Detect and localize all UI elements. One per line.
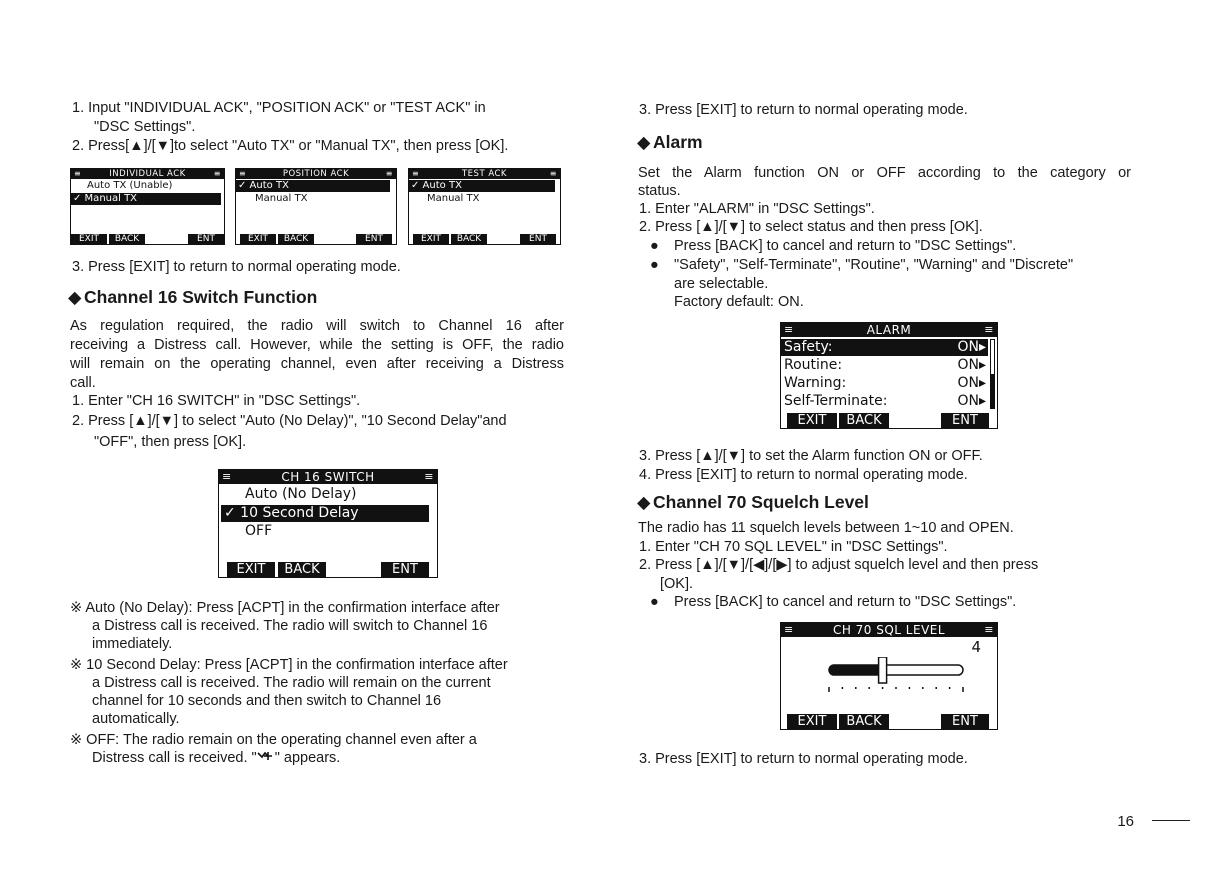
lcd-option-selected: ✓ Auto TX <box>409 180 555 192</box>
menu-icon: ≡ <box>549 169 557 178</box>
lcd-title-bar <box>236 169 396 179</box>
lcd-option: Warning: ON▸ <box>784 375 986 391</box>
alarm-bullet-1: Press [BACK] to cancel and return to "DSC Settings". <box>674 238 1017 254</box>
note-auto-no-delay: ※ Auto (No Delay): Press [ACPT] in the confirmation interface after <box>70 600 500 616</box>
lcd-key-exit: EXIT <box>787 413 837 428</box>
lcd-position-ack <box>235 168 397 245</box>
lcd-key-exit: EXIT <box>413 234 449 244</box>
slider-tick <box>922 687 924 689</box>
sql-step-3: 3. Press [EXIT] to return to normal operating mode. <box>639 751 968 767</box>
alarm-bullet-2-default: Factory default: ON. <box>674 294 804 310</box>
ch16-paragraph-line: receiving a Distress call. However, while the setting is OFF, the radio <box>70 337 564 353</box>
menu-icon: ≡ <box>74 169 82 178</box>
lcd-key-back: BACK <box>109 234 145 244</box>
lcd-individual-ack <box>70 168 225 245</box>
lcd-key-exit: EXIT <box>240 234 276 244</box>
menu-icon: ≡ <box>213 169 221 178</box>
menu-icon: ≡ <box>424 470 434 483</box>
ack-step-1: 1. Input "INDIVIDUAL ACK", "POSITION ACK" or "TEST ACK" in <box>72 100 486 116</box>
slider-tick <box>842 687 844 689</box>
ch16-paragraph-line: call. <box>70 375 96 391</box>
lcd-title: CH 70 SQL LEVEL <box>832 623 946 637</box>
section-heading-alarm: ◆ Alarm <box>637 132 703 152</box>
slider-tick <box>882 687 884 689</box>
lcd-title-bar <box>781 323 997 337</box>
lcd-ch16-switch <box>218 469 438 578</box>
lcd-title: ALARM <box>866 323 912 337</box>
menu-icon: ≡ <box>412 169 420 178</box>
diamond-bullet-icon: ◆ <box>637 492 651 512</box>
lcd-option: Auto (No Delay) <box>245 486 357 502</box>
lcd-option-selected: ✓ Manual TX <box>71 193 221 205</box>
note-10-second-delay: ※ 10 Second Delay: Press [ACPT] in the confirmation interface after <box>70 657 508 673</box>
sql-step-2: 2. Press [▲]/[▼]/[◀]/[▶] to adjust squelch level and then press <box>639 557 1039 573</box>
channel-switch-icon <box>257 750 275 762</box>
alarm-bullet-2-cont: are selectable. <box>674 276 769 292</box>
lcd-key-ent: ENT <box>356 234 392 244</box>
lcd-title-bar <box>71 169 224 179</box>
lcd-key-exit: EXIT <box>227 562 275 577</box>
lcd-title: POSITION ACK <box>282 169 350 179</box>
sql-step-2-cont: [OK]. <box>660 576 694 592</box>
ack-step-1-cont: "DSC Settings". <box>94 119 196 135</box>
menu-icon: ≡ <box>222 470 232 483</box>
lcd-key-ent: ENT <box>381 562 429 577</box>
lcd-scrollbar-thumb <box>991 374 994 408</box>
alarm-step-3: 3. Press [▲]/[▼] to set the Alarm function ON or OFF. <box>639 448 983 464</box>
slider-tick <box>895 687 897 689</box>
bullet-icon: ● <box>650 238 659 254</box>
note-line: a Distress call is received. The radio will remain on the current <box>92 675 491 691</box>
note-line: automatically. <box>92 711 180 727</box>
lcd-key-exit: EXIT <box>787 714 837 729</box>
lcd-ch70-sql-level <box>780 622 998 730</box>
alarm-step-2: 2. Press [▲]/[▼] to select status and then press [OK]. <box>639 219 983 235</box>
alarm-bullet-2: "Safety", "Self-Terminate", "Routine", "Warning" and "Discrete" <box>674 257 1074 273</box>
diamond-bullet-icon: ◆ <box>637 132 651 152</box>
ch16-step-2: 2. Press [▲]/[▼] to select "Auto (No Delay)", "10 Second Delay"and <box>72 413 507 429</box>
lcd-option: Manual TX <box>427 193 480 204</box>
lcd-key-exit: EXIT <box>71 234 107 244</box>
slider-tick <box>935 687 937 689</box>
ch16-paragraph-line: As regulation required, the radio will switch to Channel 16 after <box>70 318 564 334</box>
lcd-key-ent: ENT <box>188 234 224 244</box>
lcd-option-selected: ✓ 10 Second Delay <box>221 505 429 522</box>
lcd-scrollbar <box>990 339 995 409</box>
ack-step-2: 2. Press[▲]/[▼]to select "Auto TX" or "Manual TX", then press [OK]. <box>72 138 509 154</box>
lcd-option: OFF <box>245 523 273 539</box>
sql-paragraph: The radio has 11 squelch levels between 1~10 and OPEN. <box>638 520 1014 536</box>
bullet-icon: ● <box>650 257 659 273</box>
lcd-key-ent: ENT <box>520 234 556 244</box>
menu-icon: ≡ <box>784 623 794 636</box>
note-line: channel for 10 seconds and then switch to Channel 16 <box>92 693 442 709</box>
slider-tick <box>855 687 857 689</box>
slider-thumb <box>879 657 887 683</box>
ch16-step-1: 1. Enter "CH 16 SWITCH" in "DSC Settings". <box>72 393 361 409</box>
slider-tick <box>962 687 964 692</box>
sql-level-slider <box>781 657 996 697</box>
sql-level-value: 4 <box>971 638 981 656</box>
lcd-key-back: BACK <box>839 714 889 729</box>
slider-tick <box>949 687 951 689</box>
ch16-step-2-cont: "OFF", then press [OK]. <box>94 434 247 450</box>
lcd-title: TEST ACK <box>461 169 508 179</box>
alarm-paragraph-line: status. <box>638 183 681 199</box>
note-line: a Distress call is received. The radio will switch to Channel 16 <box>92 618 488 634</box>
lcd-option: Auto TX (Unable) <box>87 180 173 191</box>
note-off: ※ OFF: The radio remain on the operating channel even after a <box>70 732 477 748</box>
sql-step-1: 1. Enter "CH 70 SQL LEVEL" in "DSC Settings". <box>639 539 948 555</box>
menu-icon: ≡ <box>239 169 247 178</box>
menu-icon: ≡ <box>385 169 393 178</box>
diamond-bullet-icon: ◆ <box>68 287 82 307</box>
lcd-alarm <box>780 322 998 429</box>
lcd-option: Manual TX <box>255 193 308 204</box>
lcd-key-ent: ENT <box>941 714 989 729</box>
page-number-rule <box>1152 820 1190 821</box>
page-number: 16 <box>1117 813 1134 830</box>
prev-step-3: 3. Press [EXIT] to return to normal operating mode. <box>639 102 968 118</box>
lcd-key-back: BACK <box>278 562 326 577</box>
lcd-option-selected: ✓ Auto TX <box>236 180 390 192</box>
menu-icon: ≡ <box>984 623 994 636</box>
lcd-option: Self-Terminate: ON▸ <box>784 393 986 409</box>
menu-icon: ≡ <box>784 323 794 336</box>
lcd-key-back: BACK <box>839 413 889 428</box>
ch16-paragraph-line: will remain on the operating channel, even after receiving a Distress <box>70 356 564 372</box>
bullet-icon: ● <box>650 594 659 610</box>
slider-tick <box>828 687 830 692</box>
slider-tick <box>909 687 911 689</box>
lcd-option: Routine: ON▸ <box>784 357 986 373</box>
lcd-title-bar <box>219 470 437 484</box>
lcd-title: CH 16 SWITCH <box>281 470 375 484</box>
sql-bullet: Press [BACK] to cancel and return to "DSC Settings". <box>674 594 1017 610</box>
lcd-key-back: BACK <box>278 234 314 244</box>
note-line: Distress call is received. " " appears. <box>92 750 341 766</box>
alarm-paragraph-line: Set the Alarm function ON or OFF according to the category or <box>638 165 1131 181</box>
section-heading-ch70: ◆ Channel 70 Squelch Level <box>637 492 869 512</box>
alarm-step-4: 4. Press [EXIT] to return to normal operating mode. <box>639 467 968 483</box>
note-line: immediately. <box>92 636 173 652</box>
lcd-key-ent: ENT <box>941 413 989 428</box>
section-heading-ch16: ◆ Channel 16 Switch Function <box>68 287 318 307</box>
lcd-title: INDIVIDUAL ACK <box>109 169 186 179</box>
lcd-title-bar <box>781 623 997 637</box>
lcd-option-selected: Safety: ON▸ <box>781 339 988 356</box>
slider-fill <box>829 665 883 675</box>
slider-tick <box>868 687 870 689</box>
menu-icon: ≡ <box>984 323 994 336</box>
lcd-key-back: BACK <box>451 234 487 244</box>
lcd-title-bar <box>409 169 560 179</box>
ack-step-3: 3. Press [EXIT] to return to normal operating mode. <box>72 259 401 275</box>
alarm-step-1: 1. Enter "ALARM" in "DSC Settings". <box>639 201 875 217</box>
lcd-test-ack <box>408 168 561 245</box>
